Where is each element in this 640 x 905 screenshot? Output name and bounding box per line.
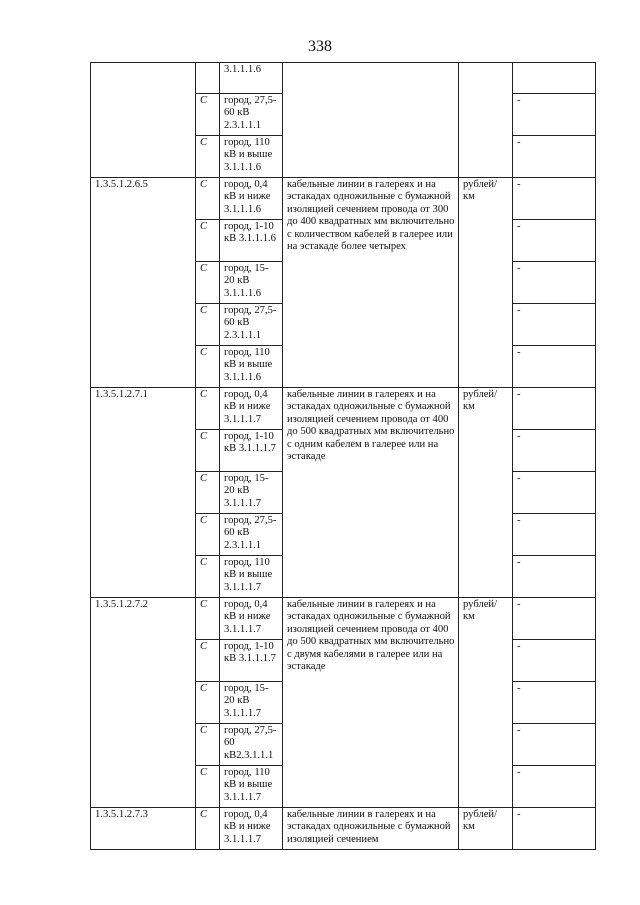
table-row — [91, 178, 596, 220]
row-letter: С — [196, 598, 220, 640]
row-value: - — [513, 514, 596, 556]
row-letter: С — [196, 430, 220, 472]
row-region: город, 27,5-60 кВ2.3.1.1.1 — [220, 724, 283, 766]
row-code: 1.3.5.1.2.6.5 — [91, 178, 196, 388]
row-description: кабельные линии в галереях и на эстакадах одножильные с бумажной изоляцией сечением провода от 300 до 400 квадратных мм включительно с количеством кабелей в галерее или на эстакаде более четырех — [283, 178, 459, 388]
row-letter: С — [196, 346, 220, 388]
row-letter: С — [196, 514, 220, 556]
row-value: - — [513, 262, 596, 304]
row-letter: С — [196, 640, 220, 682]
row-description: кабельные линии в галереях и на эстакадах одножильные с бумажной изоляцией сечением — [283, 808, 459, 850]
row-value: - — [513, 682, 596, 724]
row-unit — [459, 63, 513, 178]
row-code — [91, 63, 196, 178]
row-region: город, 0,4 кВ и ниже 3.1.1.1.7 — [220, 808, 283, 850]
row-region: город, 1-10 кВ 3.1.1.1.7 — [220, 640, 283, 682]
row-letter: С — [196, 472, 220, 514]
row-value: - — [513, 766, 596, 808]
row-region: город, 0,4 кВ и ниже 3.1.1.1.7 — [220, 388, 283, 430]
row-region: город, 27,5-60 кВ 2.3.1.1.1 — [220, 304, 283, 346]
row-unit: рублей/ км — [459, 388, 513, 598]
row-value: - — [513, 346, 596, 388]
row-value: - — [513, 808, 596, 850]
row-letter: С — [196, 808, 220, 850]
row-value: - — [513, 388, 596, 430]
table-row — [91, 808, 596, 850]
row-value: - — [513, 598, 596, 640]
table-row — [91, 63, 596, 94]
row-value: - — [513, 724, 596, 766]
row-letter: С — [196, 304, 220, 346]
row-letter: С — [196, 94, 220, 136]
row-code: 1.3.5.1.2.7.1 — [91, 388, 196, 598]
row-region: город, 0,4 кВ и ниже 3.1.1.1.6 — [220, 178, 283, 220]
row-region: город, 1-10 кВ 3.1.1.1.6 — [220, 220, 283, 262]
row-value: - — [513, 220, 596, 262]
row-unit: рублей/ км — [459, 178, 513, 388]
tariff-table — [90, 62, 596, 850]
row-value: - — [513, 94, 596, 136]
row-code: 1.3.5.1.2.7.2 — [91, 598, 196, 808]
row-region: город, 0,4 кВ и ниже 3.1.1.1.7 — [220, 598, 283, 640]
row-region: город, 27,5-60 кВ 2.3.1.1.1 — [220, 94, 283, 136]
row-region: город, 110 кВ и выше 3.1.1.1.7 — [220, 556, 283, 598]
row-value: - — [513, 178, 596, 220]
row-region: город, 110 кВ и выше 3.1.1.1.7 — [220, 766, 283, 808]
row-region: город, 110 кВ и выше 3.1.1.1.6 — [220, 346, 283, 388]
row-description: кабельные линии в галереях и на эстакадах одножильные с бумажной изоляцией сечением провода от 400 до 500 квадратных мм включительно с одним кабелем в галерее или на эстакаде — [283, 388, 459, 598]
row-letter: С — [196, 556, 220, 598]
row-description — [283, 63, 459, 178]
row-value — [513, 63, 596, 94]
row-region: город, 15-20 кВ 3.1.1.1.7 — [220, 472, 283, 514]
row-letter: С — [196, 178, 220, 220]
row-region: город, 27,5-60 кВ 2.3.1.1.1 — [220, 514, 283, 556]
row-letter: С — [196, 262, 220, 304]
row-letter: С — [196, 682, 220, 724]
row-region: 3.1.1.1.6 — [220, 63, 283, 94]
row-value: - — [513, 136, 596, 178]
row-letter — [196, 63, 220, 94]
row-letter: С — [196, 766, 220, 808]
row-unit: рублей/ км — [459, 808, 513, 850]
row-value: - — [513, 556, 596, 598]
row-region: город, 1-10 кВ 3.1.1.1.7 — [220, 430, 283, 472]
row-region: город, 110 кВ и выше 3.1.1.1.6 — [220, 136, 283, 178]
row-letter: С — [196, 724, 220, 766]
row-region: город, 15-20 кВ 3.1.1.1.6 — [220, 262, 283, 304]
row-code: 1.3.5.1.2.7.3 — [91, 808, 196, 850]
row-region: город, 15-20 кВ 3.1.1.1.7 — [220, 682, 283, 724]
row-unit: рублей/ км — [459, 598, 513, 808]
row-value: - — [513, 304, 596, 346]
row-letter: С — [196, 136, 220, 178]
table-row — [91, 388, 596, 430]
page-number: 338 — [308, 38, 332, 55]
row-letter: С — [196, 220, 220, 262]
row-value: - — [513, 640, 596, 682]
row-value: - — [513, 472, 596, 514]
row-value: - — [513, 430, 596, 472]
row-description: кабельные линии в галереях и на эстакадах одножильные с бумажной изоляцией сечением провода от 400 до 500 квадратных мм включительно с двумя кабелями в галерее или на эстакаде — [283, 598, 459, 808]
row-letter: С — [196, 388, 220, 430]
table-row — [91, 598, 596, 640]
